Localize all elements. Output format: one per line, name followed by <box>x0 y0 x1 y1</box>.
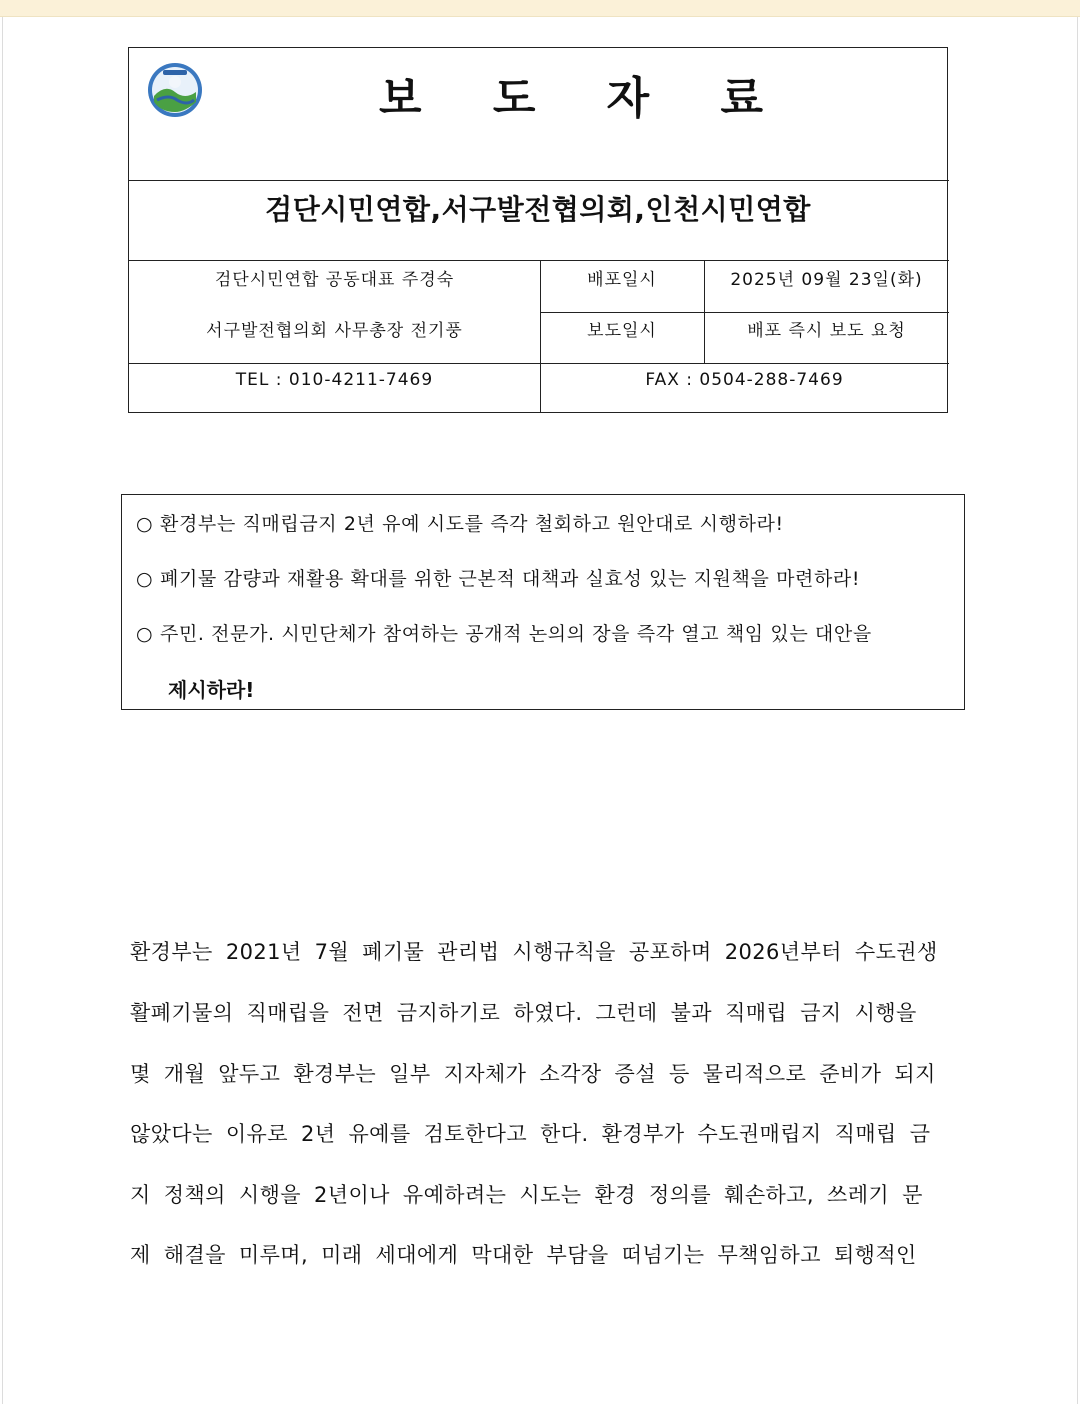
body-line: 환경부는 2021년 7월 폐기물 관리법 시행규칙을 공포하며 2026년부터 수도권생 <box>130 940 938 964</box>
body-line: 않았다는 이유로 2년 유예를 검토한다고 한다. 환경부가 수도권매립지 직매립 금 <box>130 1122 931 1146</box>
top-bar <box>0 0 1080 17</box>
body-line: 제 해결을 미루며, 미래 세대에게 막대한 부담을 떠넘기는 무책임하고 퇴행적인 <box>130 1243 917 1267</box>
page-title: 보 도 자 료 <box>379 73 791 124</box>
fax: FAX : 0504-288-7469 <box>645 370 844 390</box>
demand-item: ○ 주민. 전문가. 시민단체가 참여하는 공개적 논의의 장을 즉각 열고 책임 있는 대안을 <box>136 623 872 645</box>
body-line: 지 정책의 시행을 2년이나 유예하려는 시도는 환경 정의를 훼손하고, 쓰레기 문 <box>130 1183 923 1207</box>
press-release-header-table <box>128 47 948 413</box>
body-line: 활폐기물의 직매립을 전면 금지하기로 하였다. 그런데 불과 직매립 금지 시행을 <box>130 1001 917 1025</box>
report-label: 보도일시 <box>587 321 657 341</box>
body-line: 몇 개월 앞두고 환경부는 일부 지자체가 소각장 증설 등 물리적으로 준비가 되지 <box>130 1062 936 1086</box>
contact-person-2: 서구발전협의회 사무총장 전기풍 <box>206 321 463 341</box>
distribution-label: 배포일시 <box>587 270 657 290</box>
bullet-circle-icon: ○ <box>136 568 154 590</box>
distribution-date: 2025년 09월 23일(화) <box>730 270 923 290</box>
report-value: 배포 즉시 보도 요청 <box>747 321 906 341</box>
bullet-circle-icon: ○ <box>136 623 154 645</box>
demands-box <box>121 494 965 710</box>
telephone: TEL : 010-4211-7469 <box>235 370 434 390</box>
demand-item: ○ 폐기물 감량과 재활용 확대를 위한 근본적 대책과 실효성 있는 지원책을 마련하라! <box>136 568 861 590</box>
demand-item-continuation: 제시하라! <box>168 678 255 702</box>
demand-item: ○ 환경부는 직매립금지 2년 유예 시도를 즉각 철회하고 원안대로 시행하라! <box>136 513 784 535</box>
contact-person-1: 검단시민연합 공동대표 주경숙 <box>214 270 455 290</box>
bullet-circle-icon: ○ <box>136 513 154 535</box>
organizations-title: 검단시민연합,서구발전협의회,인천시민연합 <box>265 193 811 226</box>
